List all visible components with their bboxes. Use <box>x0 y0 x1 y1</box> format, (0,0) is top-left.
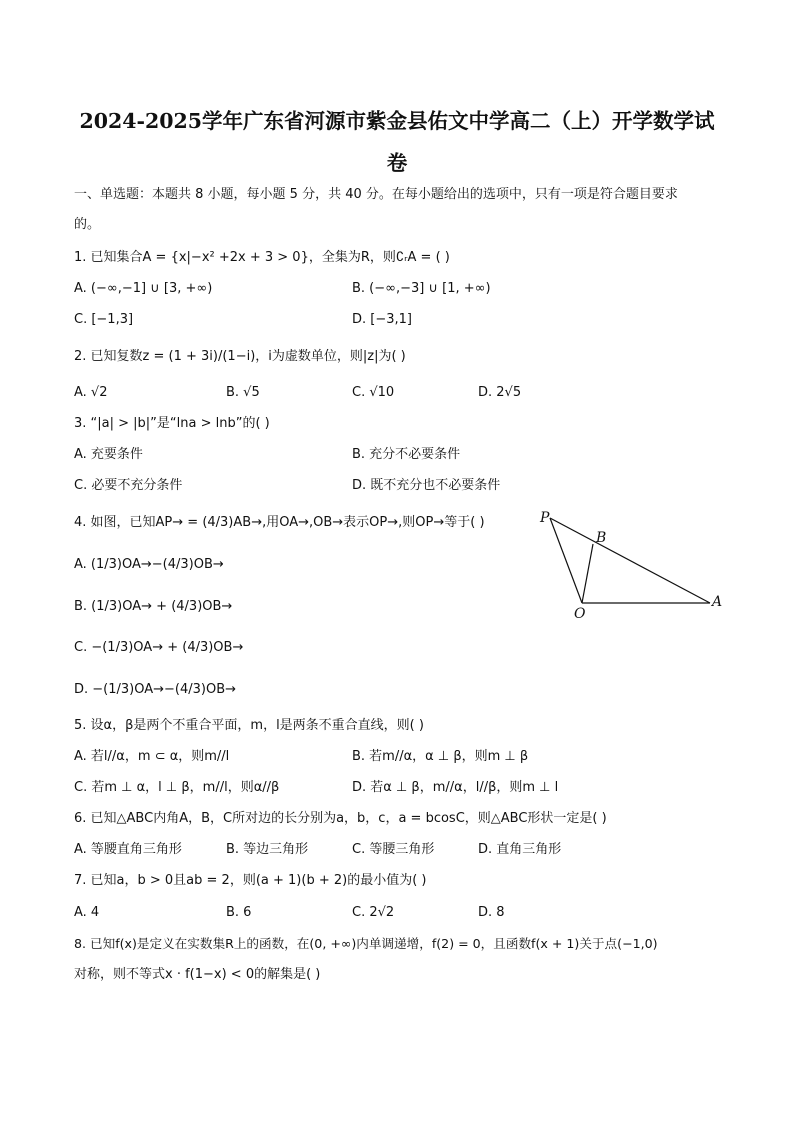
question-7-option-b: B. 6 <box>226 905 252 920</box>
exam-title-line-1: 2024-2025学年广东省河源市紫金县佑文中学高二（上）开学数学试 <box>79 109 715 133</box>
question-5-option-b: B. 若m//α，α ⊥ β，则m ⊥ β <box>352 749 529 764</box>
question-8-stem-continued: 对称，则不等式x · f(1−x) < 0的解集是( ) <box>74 967 321 982</box>
question-1-option-c: C. [−1,3] <box>74 312 134 327</box>
question-3-option-b: B. 充分不必要条件 <box>352 447 461 462</box>
question-7-option-c: C. 2√2 <box>352 905 395 920</box>
segment-pa <box>550 518 710 603</box>
question-5-option-d: D. 若α ⊥ β，m//α，l//β，则m ⊥ l <box>352 780 559 795</box>
question-2-option-b: B. √5 <box>226 385 260 400</box>
section-header-line-1: 一、单选题：本题共 8 小题，每小题 5 分，共 40 分。在每小题给出的选项中，只有一项是符合题目要求 <box>74 187 678 202</box>
question-6-option-c: C. 等腰三角形 <box>352 842 435 857</box>
question-1-stem: 1. 已知集合A = {x|−x² +2x + 3 > 0}，全集为R，则∁ᵣA = ( ) <box>74 250 450 265</box>
question-4-option-c: C. −(1/3)OA→ + (4/3)OB→ <box>74 640 244 655</box>
point-o-label: O <box>574 606 586 622</box>
question-3-option-c: C. 必要不充分条件 <box>74 478 183 493</box>
question-5-option-c: C. 若m ⊥ α，l ⊥ β，m//l，则α//β <box>74 780 280 795</box>
question-7-option-a: A. 4 <box>74 905 100 920</box>
question-5-stem: 5. 设α，β是两个不重合平面，m，l是两条不重合直线，则( ) <box>74 718 424 733</box>
question-4-option-b: B. (1/3)OA→ + (4/3)OB→ <box>74 599 233 614</box>
question-1-option-b: B. (−∞,−3] ∪ [1, +∞) <box>352 281 491 296</box>
question-2-option-d: D. 2√5 <box>478 385 522 400</box>
segment-ob <box>582 544 593 603</box>
question-6-option-b: B. 等边三角形 <box>226 842 309 857</box>
question-4-option-d: D. −(1/3)OA→−(4/3)OB→ <box>74 682 237 697</box>
question-4-stem: 4. 如图，已知AP→ = (4/3)AB→,用OA→,OB→表示OP→,则OP→等于( ) <box>74 515 485 530</box>
question-6-stem: 6. 已知△ABC内角A，B，C所对边的长分别为a，b，c，a = bcosC，则△ABC形状一定是( ) <box>74 811 607 826</box>
point-p-label: P <box>540 510 550 526</box>
question-2-stem: 2. 已知复数z = (1 + 3i)/(1−i)，i为虚数单位，则|z|为( ) <box>74 349 406 364</box>
question-6-option-d: D. 直角三角形 <box>478 842 562 857</box>
question-4-option-a: A. (1/3)OA→−(4/3)OB→ <box>74 557 224 572</box>
section-header-line-2: 的。 <box>74 217 101 232</box>
exam-title-line-2: 卷 <box>386 151 408 175</box>
question-2-option-a: A. √2 <box>74 385 108 400</box>
question-1-option-a: A. (−∞,−1] ∪ [3, +∞) <box>74 281 213 296</box>
question-7-option-d: D. 8 <box>478 905 505 920</box>
question-3-option-d: D. 既不充分也不必要条件 <box>352 478 501 493</box>
question-6-option-a: A. 等腰直角三角形 <box>74 842 182 857</box>
question-3-option-a: A. 充要条件 <box>74 447 143 462</box>
triangle-diagram <box>534 506 730 622</box>
point-b-label: B <box>596 530 607 546</box>
question-5-option-a: A. 若l//α，m ⊂ α，则m//l <box>74 749 230 764</box>
question-1-option-d: D. [−3,1] <box>352 312 412 327</box>
question-7-stem: 7. 已知a，b > 0且ab = 2，则(a + 1)(b + 2)的最小值为( ) <box>74 873 427 888</box>
question-3-stem: 3. “|a| > |b|”是“lna > lnb”的( ) <box>74 416 270 431</box>
question-2-option-c: C. √10 <box>352 385 395 400</box>
point-a-label: A <box>712 594 723 610</box>
segment-po <box>550 518 582 603</box>
question-8-stem: 8. 已知f(x)是定义在实数集R上的函数，在(0, +∞)内单调递增，f(2) = 0，且函数f(x + 1)关于点(−1,0) <box>74 936 658 951</box>
